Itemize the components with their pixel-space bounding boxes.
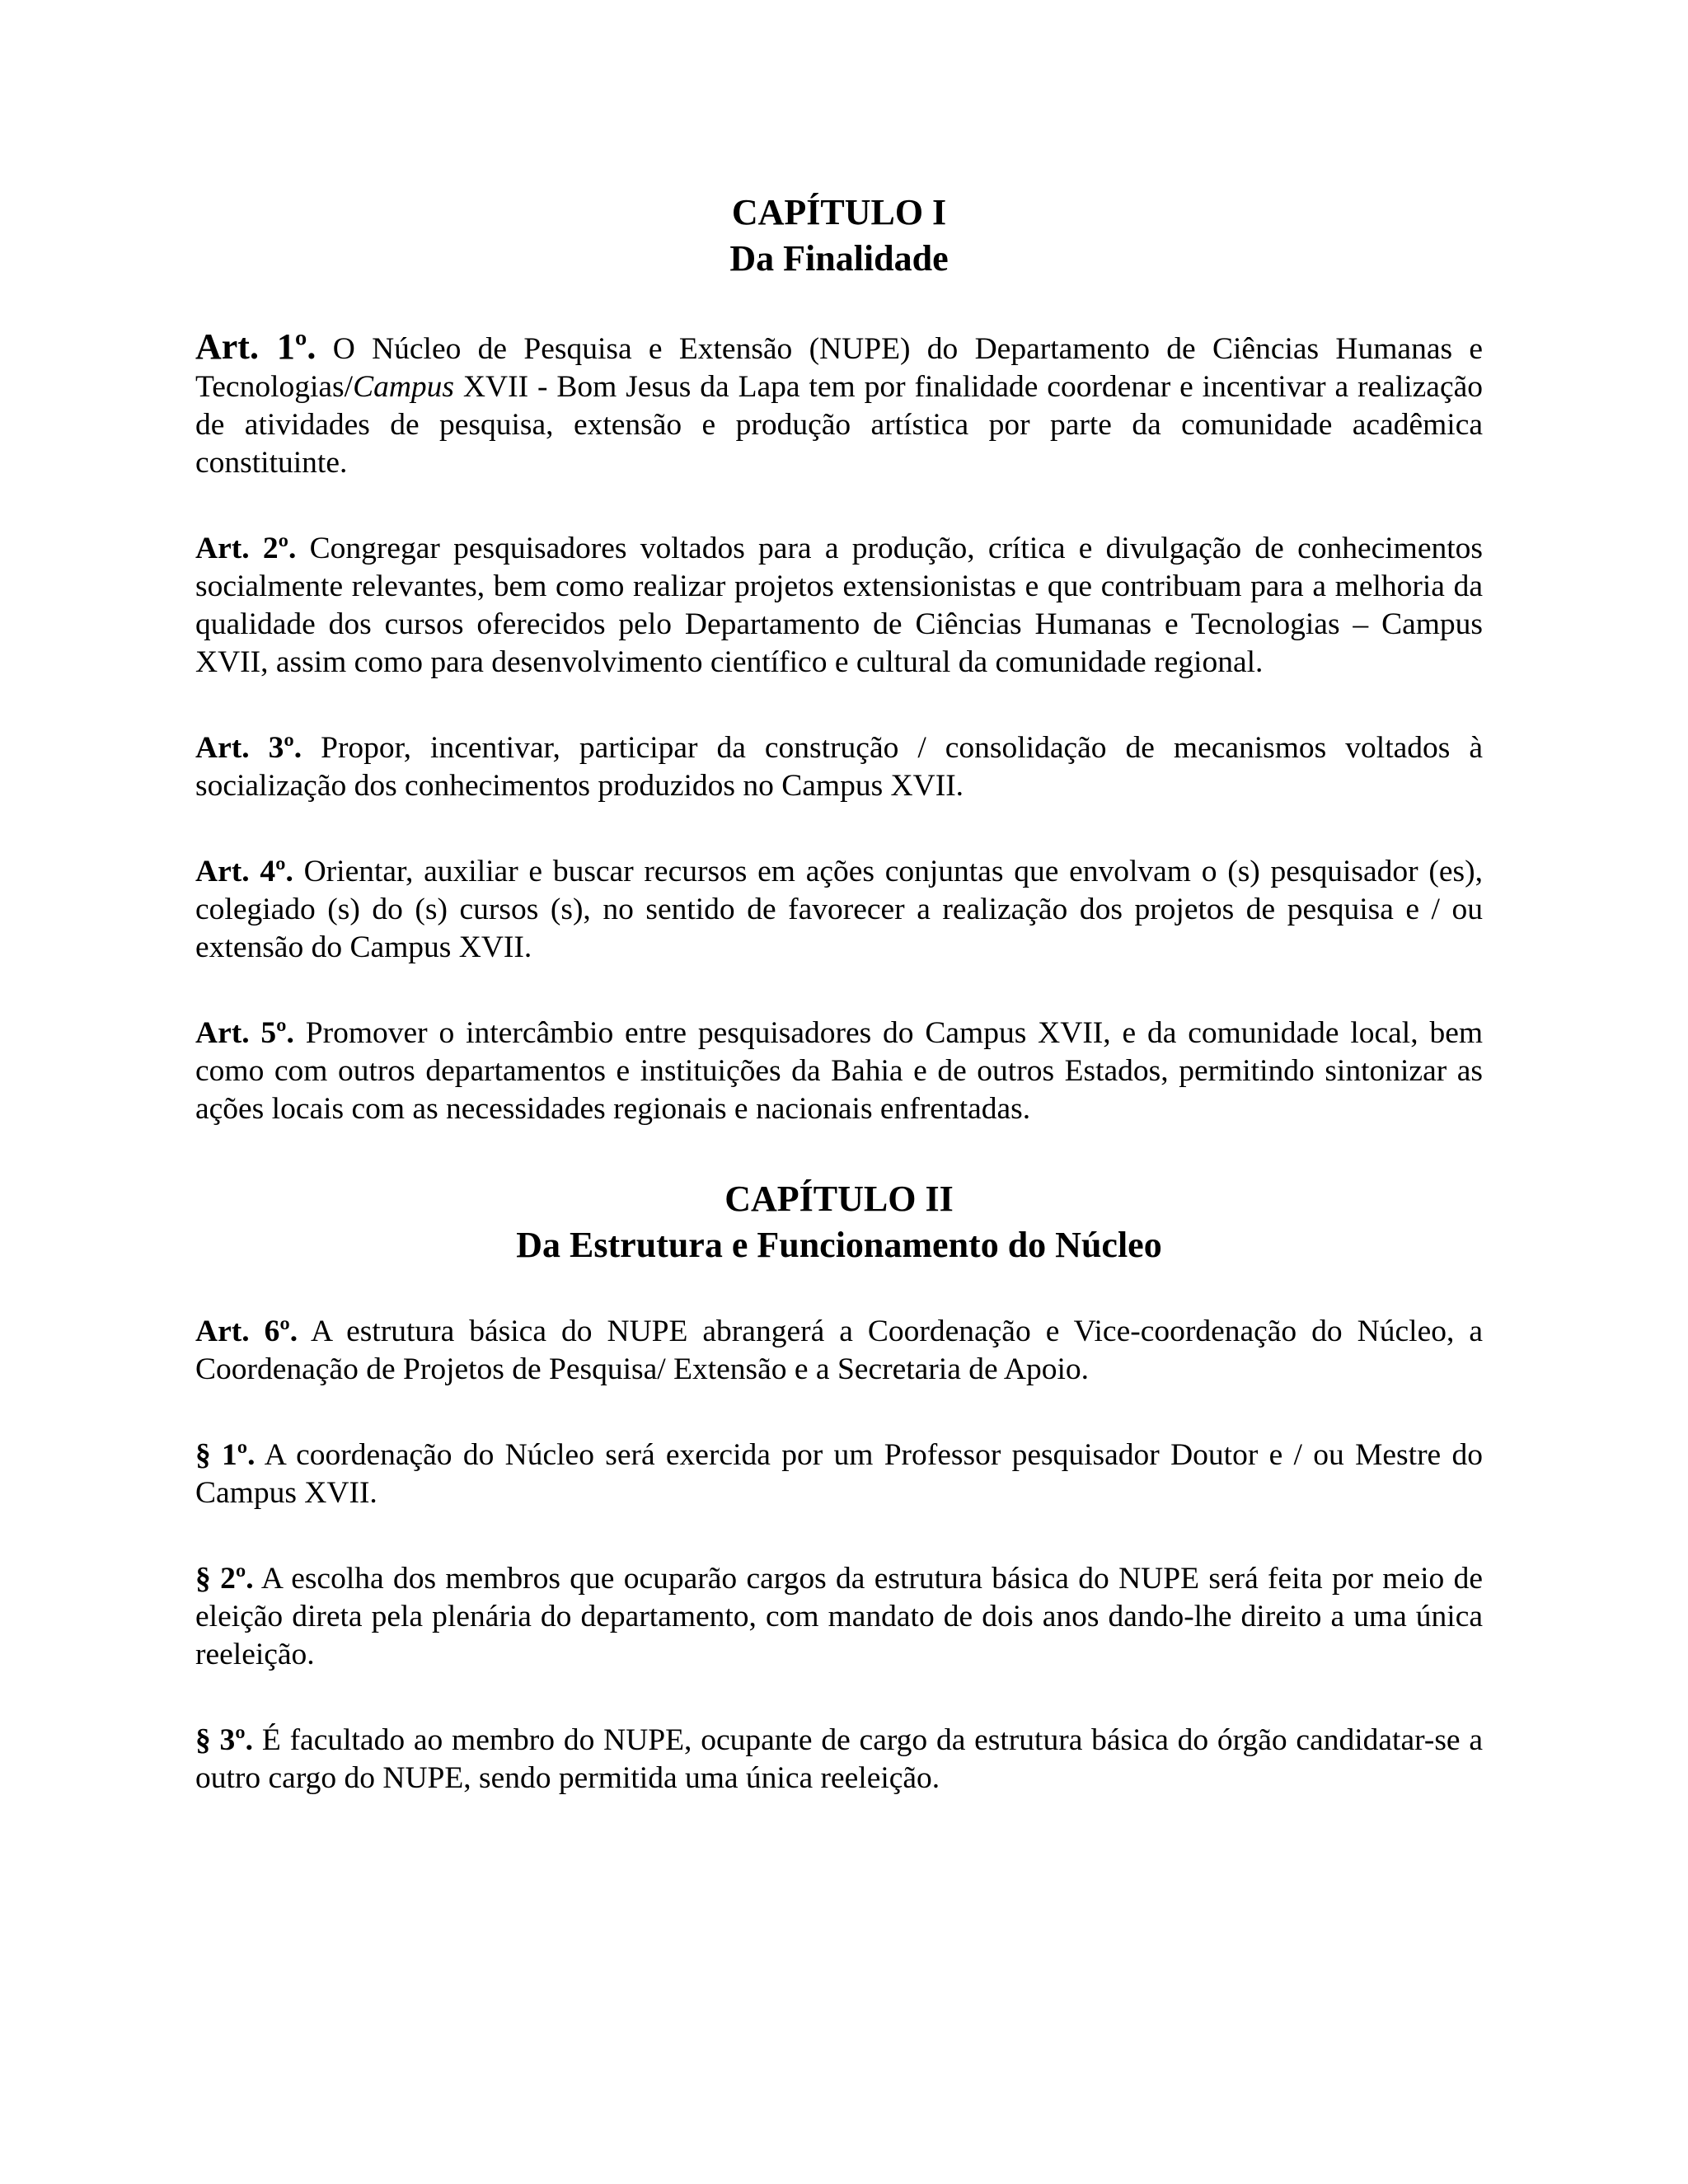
article-1-text-a: O Núcleo de Pesquisa e Extensão (NUPE) do Departamento de Ciências Humanas e Tecnologias/ <box>195 332 1483 404</box>
article-3 <box>195 729 1483 805</box>
document-page <box>195 190 1483 1845</box>
paragraph-2-text: A escolha dos membros que ocuparão cargos da estrutura básica do NUPE será feita por meio de eleição direta pela plenária do departamento, com mandato de dois anos dando-lhe direito a uma única reeleição. <box>195 1562 1484 1671</box>
paragraph-1 <box>195 1436 1483 1512</box>
paragraph-1-text: A coordenação do Núcleo será exercida por um Professor pesquisador Doutor e / ou Mestre do Campus XVII. <box>195 1438 1483 1510</box>
chapter-2-title: CAPÍTULO II <box>724 1179 954 1219</box>
article-1-text-italic: Campus <box>353 370 455 404</box>
article-5-label: Art. 5º. <box>195 1016 294 1050</box>
article-5 <box>195 1015 1483 1128</box>
article-2-text: Congregar pesquisadores voltados para a produção, crítica e divulgação de conhecimentos socialmente relevantes, bem como realizar projetos extensionistas e que contribuam para a melhoria da qualidade dos cursos oferecidos pelo Departamento de Ciências Humanas e Tecnologias – Campus XVII, assim como para desenvolvimento científico e cultural da comunidade regional. <box>195 532 1483 679</box>
chapter-1-title: CAPÍTULO I <box>731 192 947 232</box>
article-4-text: Orientar, auxiliar e buscar recursos em ações conjuntas que envolvam o (s) pesquisador (es), colegiado (s) do (s) cursos (s), no sentido de favorecer a realização dos projetos de pesquisa e / ou extensão do Campus XVII. <box>195 855 1483 964</box>
article-1-label: Art. 1º. <box>195 326 316 367</box>
paragraph-2 <box>195 1560 1483 1674</box>
paragraph-2-label: § 2º. <box>195 1562 254 1596</box>
article-1 <box>195 328 1483 482</box>
article-3-text: Propor, incentivar, participar da construção / consolidação de mecanismos voltados à socialização dos conhecimentos produzidos no Campus XVII. <box>195 731 1483 803</box>
article-2-label: Art. 2º. <box>195 532 297 565</box>
paragraph-1-label: § 1º. <box>195 1438 256 1472</box>
chapter-2-heading <box>195 1176 1483 1268</box>
article-6-label: Art. 6º. <box>195 1315 298 1348</box>
chapter-2-subtitle: Da Estrutura e Funcionamento do Núcleo <box>516 1225 1162 1265</box>
paragraph-3-text: É facultado ao membro do NUPE, ocupante de cargo da estrutura básica do órgão candidatar-se a outro cargo do NUPE, sendo permitida uma única reeleição. <box>195 1723 1483 1795</box>
article-3-label: Art. 3º. <box>195 731 302 765</box>
article-6-text: A estrutura básica do NUPE abrangerá a Coordenação e Vice-coordenação do Núcleo, a Coordenação de Projetos de Pesquisa/ Extensão e a Secretaria de Apoio. <box>195 1315 1484 1386</box>
article-2 <box>195 530 1483 682</box>
article-6 <box>195 1313 1483 1389</box>
chapter-1-subtitle: Da Finalidade <box>729 238 949 279</box>
article-4 <box>195 853 1483 967</box>
paragraph-3 <box>195 1722 1483 1797</box>
article-5-text: Promover o intercâmbio entre pesquisadores do Campus XVII, e da comunidade local, bem como com outros departamentos e instituições da Bahia e de outros Estados, permitindo sintonizar as ações locais com as necessidades regionais e nacionais enfrentadas. <box>195 1016 1484 1126</box>
article-1-text-b: XVII - Bom Jesus da Lapa tem por finalidade coordenar e incentivar a realização de atividades de pesquisa, extensão e produção artística por parte da comunidade acadêmica constituinte. <box>195 370 1483 480</box>
article-4-label: Art. 4º. <box>195 855 293 888</box>
chapter-1-heading <box>195 190 1483 282</box>
paragraph-3-label: § 3º. <box>195 1723 254 1757</box>
